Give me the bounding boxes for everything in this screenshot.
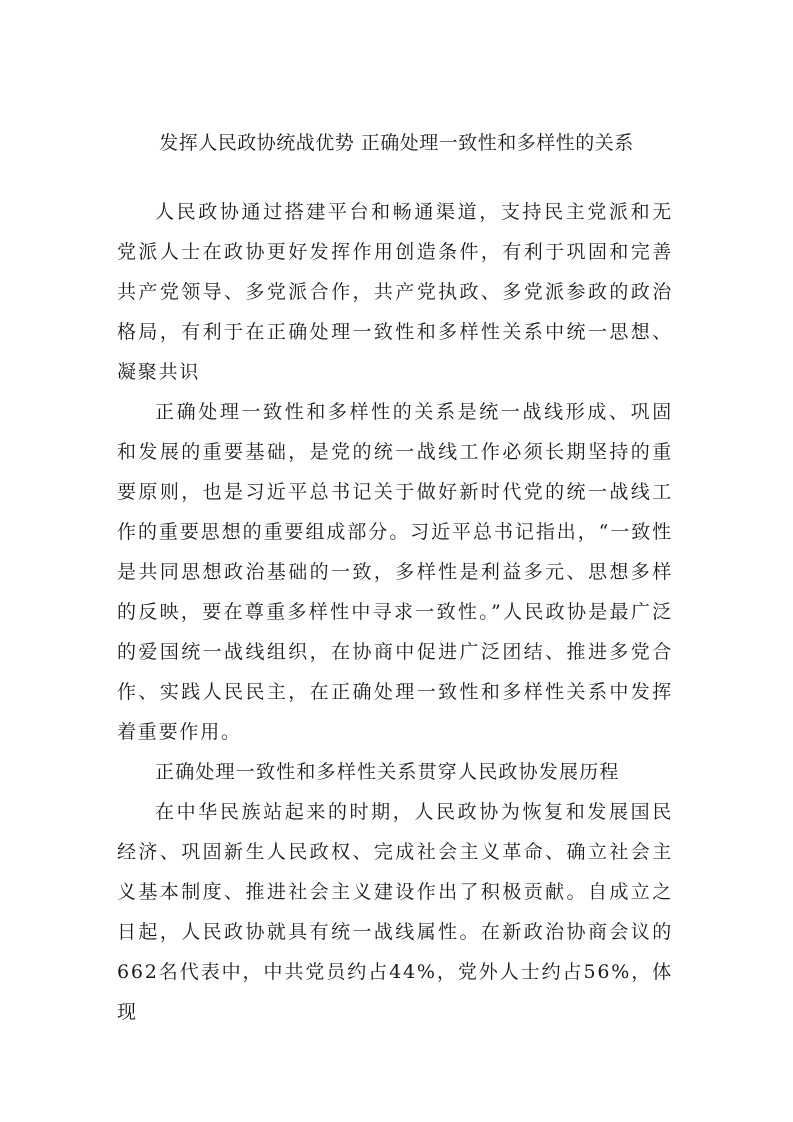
document-title: 发挥人民政协统战优势 正确处理一致性和多样性的关系 xyxy=(159,132,634,154)
section-heading: 正确处理一致性和多样性关系贯穿人民政协发展历程 xyxy=(155,761,620,783)
paragraph-history: 在中华民族站起来的时期，人民政协为恢复和发展国民经济、巩固新生人民政权、完成社会主义革命、确立社会主义基本制度、推进社会主义建设作出了积极贡献。自成立之日起，人民政协就具有统一战线属性。在新政治协商会议的662名代表中，中共党员约占44%，党外人士约占56%，体现 xyxy=(117,801,673,1023)
paragraph-intro: 人民政协通过搭建平台和畅通渠道，支持民主党派和无党派人士在政协更好发挥作用创造条件，有利于巩固和完善共产党领导、多党派合作，共产党执政、多党派参政的政治格局，有利于在正确处理一致性和多样性关系中统一思想、凝聚共识 xyxy=(117,201,673,383)
paragraph-principle: 正确处理一致性和多样性的关系是统一战线形成、巩固和发展的重要基础，是党的统一战线工作必须长期坚持的重要原则，也是习近平总书记关于做好新时代党的统一战线工作的重要思想的重要组成部分。习近平总书记指出，“一致性是共同思想政治基础的一致，多样性是利益多元、思想多样的反映，要在尊重多样性中寻求一致性。”人民政协是最广泛的爱国统一战线组织，在协商中促进广泛团结、推进多党合作、实践人民民主，在正确处理一致性和多样性关系中发挥着重要作用。 xyxy=(117,401,673,743)
document-body xyxy=(117,192,673,1032)
